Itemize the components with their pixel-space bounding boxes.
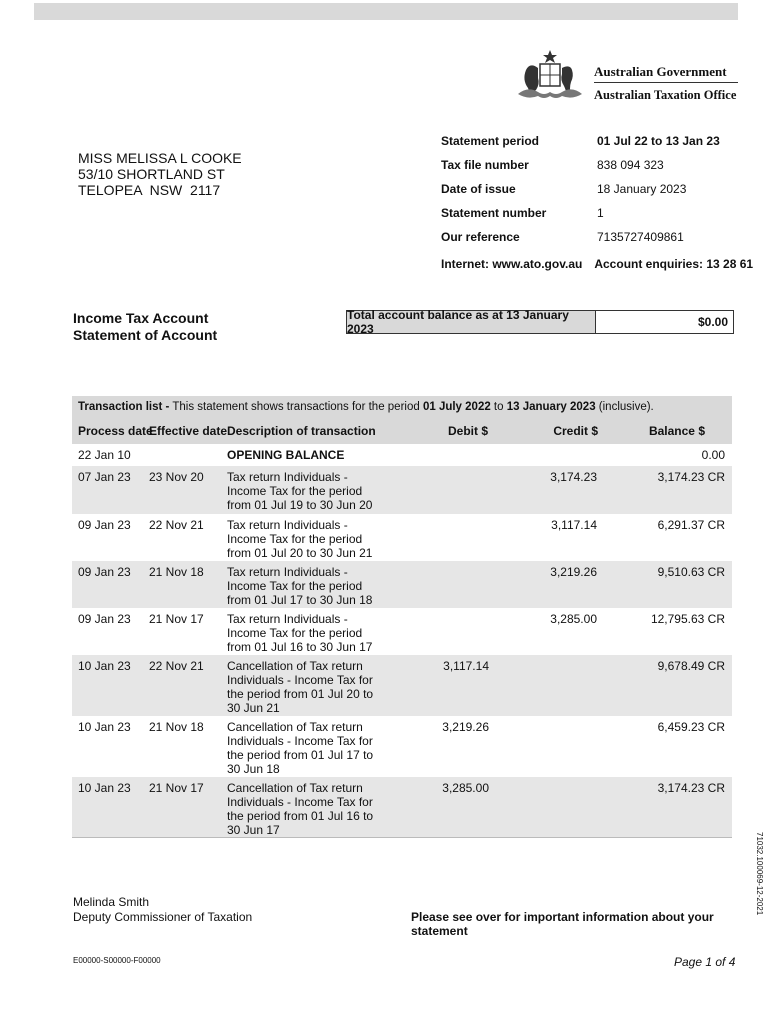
intro-to: to: [490, 401, 507, 413]
transaction-intro: [72, 396, 732, 418]
cell-effective-date: 21 Nov 18: [149, 720, 204, 734]
internet-link[interactable]: Internet: www.ato.gov.au: [441, 257, 583, 271]
side-reference-code: 71032.100069-12-2021: [755, 832, 764, 916]
intro-end-date: 13 January 2023: [506, 401, 596, 413]
top-grey-bar: [34, 3, 738, 20]
agency-name: Australian Taxation Office: [594, 88, 737, 102]
cell-balance: 12,795.63 CR: [650, 612, 725, 626]
cell-process-date: 10 Jan 23: [78, 720, 131, 734]
account-enquiries: Account enquiries: 13 28 61: [594, 257, 754, 271]
intro-text: This statement shows transactions for the period: [169, 401, 423, 413]
table-row: [72, 716, 732, 777]
our-reference-value: 7135727409861: [597, 230, 684, 244]
cell-credit: 3,174.23: [550, 470, 597, 484]
cell-credit: 3,117.14: [551, 518, 597, 532]
cell-balance: 9,678.49 CR: [657, 659, 725, 673]
cell-debit: 3,219.26: [442, 720, 489, 734]
cell-description: Cancellation of Tax return Individuals - Income Tax for the period from 01 Jul 17 to 30 Jun 18: [227, 720, 374, 776]
cell-description: Tax return Individuals - Income Tax for the period from 01 Jul 20 to 30 Jun 21: [227, 518, 373, 560]
total-balance-label: Total account balance as at 13 January 2023: [347, 311, 596, 333]
header-process-date: Process date: [78, 424, 153, 438]
header-description: Description of transaction: [227, 424, 376, 438]
table-row: [72, 561, 732, 608]
address-line-2: TELOPEA NSW 2117: [78, 182, 221, 198]
cell-credit: 3,219.26: [550, 565, 597, 579]
signatory-name: Melinda Smith: [73, 895, 150, 909]
date-of-issue-label: Date of issue: [441, 182, 516, 196]
intro-start-date: 01 July 2022: [422, 401, 491, 413]
table-row: [72, 466, 732, 514]
cell-process-date: 09 Jan 23: [78, 518, 131, 532]
government-name: Australian Government: [594, 64, 727, 79]
cell-balance: 3,174.23 CR: [657, 781, 725, 795]
signatory-title: Deputy Commissioner of Taxation: [73, 910, 253, 924]
cell-effective-date: 23 Nov 20: [149, 470, 204, 484]
header-effective-date: Effective date: [149, 424, 228, 438]
statement-number-label: Statement number: [441, 206, 547, 220]
cell-debit: 3,117.14: [443, 659, 489, 673]
account-title-line-2: Statement of Account: [73, 327, 218, 343]
our-reference-label: Our reference: [441, 230, 520, 244]
cell-process-date: 07 Jan 23: [78, 470, 131, 484]
table-bottom-rule: [72, 837, 732, 838]
header-credit: Credit $: [553, 424, 598, 438]
table-row: [72, 608, 732, 655]
account-title-line-1: Income Tax Account: [73, 310, 209, 326]
cell-balance: 9,510.63 CR: [657, 565, 725, 579]
cell-description: OPENING BALANCE: [227, 448, 345, 462]
cell-description: Cancellation of Tax return Individuals - Income Tax for the period from 01 Jul 16 to 30 Jun 17: [227, 781, 374, 837]
table-row: [72, 655, 732, 716]
table-row: [72, 514, 732, 561]
cell-credit: 3,285.00: [550, 612, 597, 626]
cell-effective-date: 21 Nov 18: [149, 565, 204, 579]
cell-process-date: 10 Jan 23: [78, 781, 131, 795]
cell-effective-date: 21 Nov 17: [149, 781, 204, 795]
cell-effective-date: 22 Nov 21: [149, 659, 204, 673]
statement-period-label: Statement period: [441, 134, 540, 148]
total-balance-box: [346, 310, 734, 334]
cell-balance: 0.00: [701, 448, 725, 462]
transaction-table: [72, 396, 732, 838]
recipient-name: MISS MELISSA L COOKE: [78, 150, 242, 166]
recipient-address: [78, 150, 242, 198]
cell-process-date: 09 Jan 23: [78, 612, 131, 626]
intro-tail: (inclusive).: [595, 401, 654, 413]
table-row: [72, 777, 732, 838]
cell-balance: 6,291.37 CR: [657, 518, 725, 532]
page-number: Page 1 of 4: [674, 955, 736, 969]
signatory-block: [73, 895, 252, 925]
cell-description: Tax return Individuals - Income Tax for the period from 01 Jul 17 to 30 Jun 18: [227, 565, 373, 607]
total-balance-value: $0.00: [697, 315, 728, 329]
cell-balance: 6,459.23 CR: [657, 720, 725, 734]
date-of-issue-value: 18 January 2023: [597, 182, 687, 196]
tax-file-number-value: 838 094 323: [597, 158, 664, 172]
header-debit: Debit $: [447, 424, 488, 438]
address-line-1: 53/10 SHORTLAND ST: [78, 166, 225, 182]
cell-effective-date: 21 Nov 17: [149, 612, 204, 626]
statement-period-value: 01 Jul 22 to 13 Jan 23: [597, 134, 720, 148]
cell-debit: 3,285.00: [442, 781, 489, 795]
cell-description: Cancellation of Tax return Individuals - Income Tax for the period from 01 Jul 20 to 30 Jun 21: [227, 659, 374, 715]
cell-process-date: 10 Jan 23: [78, 659, 131, 673]
header-divider: [594, 82, 738, 83]
document-code: E00000-S00000-F00000: [73, 956, 161, 965]
coat-of-arms-icon: [510, 48, 590, 104]
header-balance: Balance $: [648, 424, 705, 438]
cell-effective-date: 22 Nov 21: [149, 518, 204, 532]
see-over-note: Please see over for important information about your statement: [411, 910, 714, 938]
account-title: [73, 310, 217, 344]
table-row: [72, 444, 732, 466]
cell-description: Tax return Individuals - Income Tax for the period from 01 Jul 19 to 30 Jun 20: [227, 470, 373, 512]
cell-process-date: 22 Jan 10: [78, 448, 131, 462]
cell-process-date: 09 Jan 23: [78, 565, 131, 579]
cell-description: Tax return Individuals - Income Tax for the period from 01 Jul 16 to 30 Jun 17: [227, 612, 373, 654]
intro-lead: Transaction list -: [78, 401, 170, 413]
tax-file-number-label: Tax file number: [441, 158, 529, 172]
cell-balance: 3,174.23 CR: [657, 470, 725, 484]
statement-number-value: 1: [597, 206, 604, 220]
contact-line: [441, 257, 753, 271]
table-header: [72, 418, 732, 444]
